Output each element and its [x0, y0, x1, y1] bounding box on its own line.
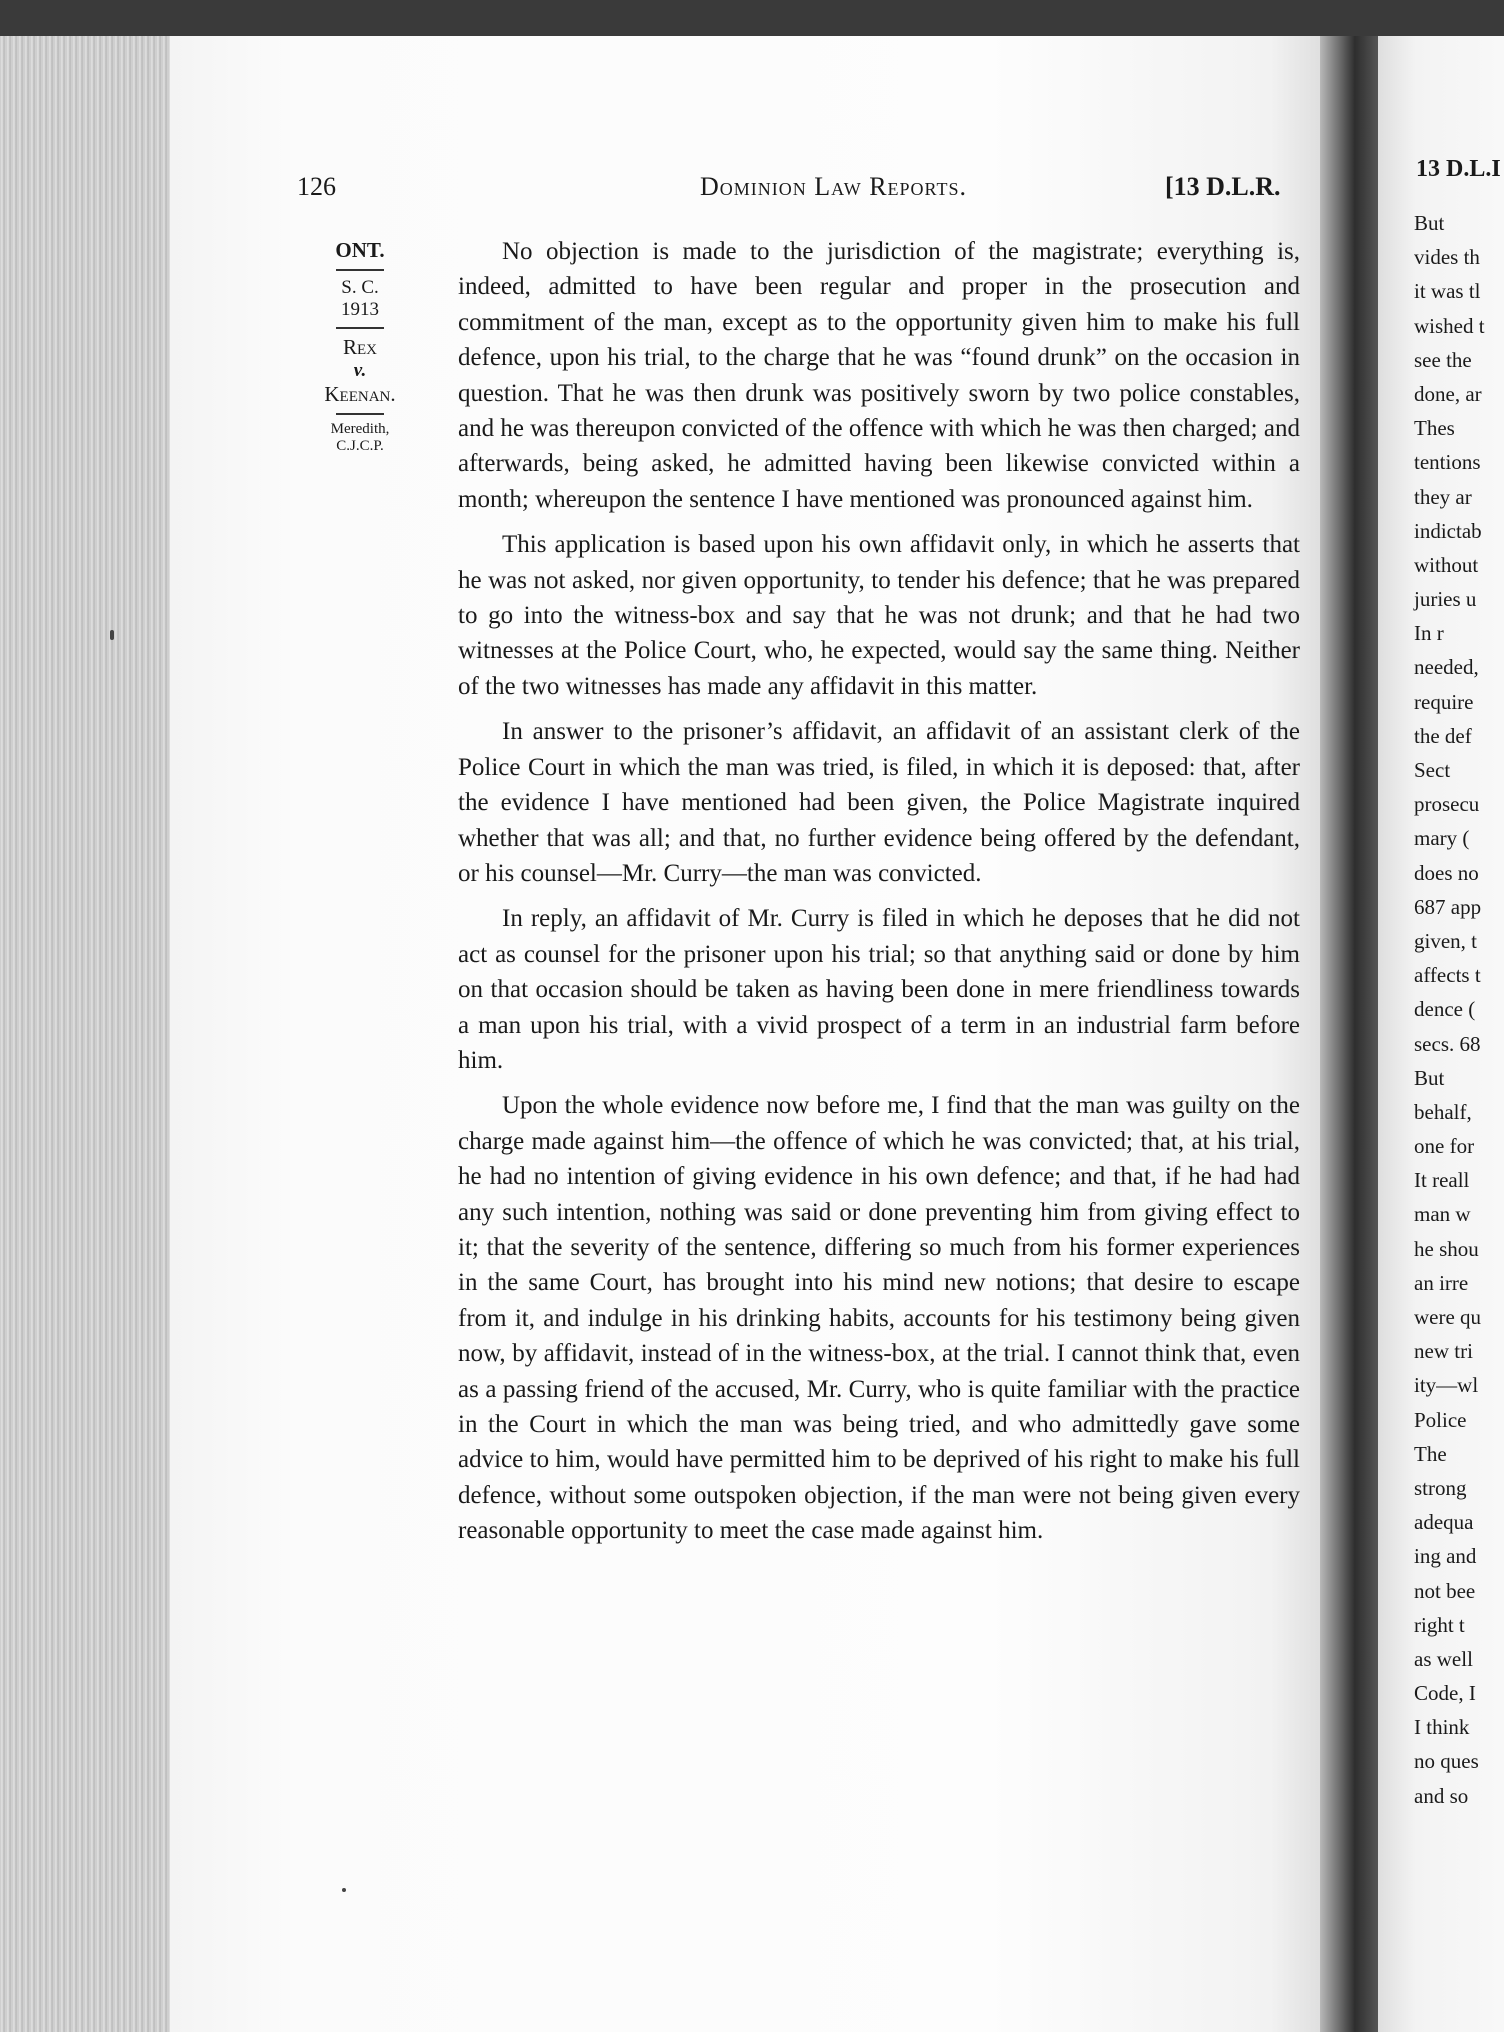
volume-citation: [13 D.L.R.	[1165, 172, 1281, 201]
facing-page-line: needed,	[1414, 655, 1479, 680]
scan-speck	[342, 1888, 346, 1892]
facing-page-line: not bee	[1414, 1578, 1476, 1603]
paragraph: Upon the whole evidence now before me, I find that the man was guilty on the charge made against him—the offence of which he was convicted; that, at his trial, he had no intention of giving evidence in his own defence; and that, if he had had any such intention, nothing was said or done preventing him from giving effect to it; that the severity of the sentence, differing so much from his former experiences in the same Court, has brought into his mind new notions; that desire to escape from it, and indulge in his drinking habits, accounts for his testimony being given now, by affidavit, instead of in the witness-box, at the trial. I cannot think that, even as a passing friend of the accused, Mr. Curry, who is quite familiar with the practice in the Court in which the man was being tried, and who admittedly gave some advice to him, would have permitted him to be deprived of his right to make his full defence, without some outspoken objection, if the man were not being given every reasonable opportunity to meet the case made against him.	[458, 1092, 1300, 1545]
facing-page-line: But	[1414, 1065, 1445, 1090]
facing-page-line: given, t	[1414, 928, 1477, 953]
facing-page-line: one for	[1414, 1134, 1475, 1159]
facing-page-line: indictab	[1414, 518, 1482, 543]
facing-page-line: behalf,	[1414, 1099, 1472, 1124]
facing-page-line: require	[1414, 689, 1474, 714]
facing-page-line: done, ar	[1414, 381, 1482, 406]
facing-page-line: right t	[1414, 1612, 1465, 1637]
facing-page-line: ity—wl	[1414, 1373, 1479, 1398]
facing-page-line: an irre	[1414, 1270, 1469, 1295]
margin-case-v: v.	[353, 360, 367, 381]
running-title: Dominion Law Reports.	[700, 172, 967, 201]
facing-page-line: does no	[1414, 860, 1479, 885]
facing-page-line: man w	[1414, 1202, 1471, 1227]
paragraph: No objection is made to the jurisdiction of the magistrate; everything is, indeed, admitted to have been regular and proper in the prosecution and commitment of the man, except as to the opportunity given him to make his full defence, upon his trial, to the charge that he was “found drunk” on the occasion in question. That he was then drunk was positively sworn by two police constables, and he was thereupon convicted of the offence with which he was then charged; and afterwards, being asked, he admitted having been likewise convicted within a month; whereupon the sentence I have mentioned was pronounced against him.	[458, 238, 1300, 513]
facing-page-line: 687 app	[1414, 894, 1482, 919]
facing-page-line: I think	[1414, 1715, 1470, 1740]
paragraph: In reply, an affidavit of Mr. Curry is filed in which he deposes that he did not act as counsel for the prisoner upon his trial; so that anything said or done by him on that occasion should be taken as having been done in mere friendliness towards a man upon his trial, with a vivid prospect of a term in an industrial farm before him.	[458, 905, 1300, 1074]
facing-page-line: dence (	[1414, 997, 1476, 1022]
scan-top-band	[0, 0, 1504, 36]
margin-divider	[336, 413, 384, 415]
facing-page-line: vides th	[1414, 245, 1480, 270]
facing-page-line: tentions	[1414, 450, 1481, 475]
facing-page-line: secs. 68	[1414, 1031, 1481, 1056]
facing-page-line: strong	[1414, 1475, 1467, 1500]
facing-page-line: he shou	[1414, 1236, 1479, 1261]
facing-page-header: 13 D.L.I	[1416, 156, 1501, 182]
facing-page	[1378, 36, 1504, 2032]
facing-page-line: The	[1414, 1441, 1447, 1466]
facing-page-line: It reall	[1414, 1168, 1470, 1193]
margin-case-plaintiff: Rex	[342, 335, 377, 359]
facing-page-line: as well	[1414, 1646, 1473, 1671]
facing-page-text	[1414, 206, 1485, 1813]
facing-page-line: But	[1414, 211, 1445, 235]
margin-note	[300, 238, 420, 455]
book-gutter	[1320, 36, 1378, 2032]
body-text	[458, 234, 1300, 1559]
facing-page-line: affects t	[1414, 963, 1481, 988]
margin-judge-name: Meredith,	[330, 421, 390, 437]
facing-page-line: they ar	[1414, 484, 1472, 509]
margin-case-defendant: Keenan.	[324, 382, 396, 406]
facing-page-line: Thes	[1414, 416, 1455, 441]
scan-speck	[110, 630, 114, 640]
facing-page-line: prosecu	[1414, 792, 1480, 817]
facing-page-line: see the	[1414, 347, 1472, 372]
margin-court: S. C.	[341, 277, 379, 298]
facing-page-line: the def	[1414, 723, 1472, 748]
facing-page-line: adequa	[1414, 1510, 1474, 1535]
paragraph: In answer to the prisoner’s affidavit, an affidavit of an assistant clerk of the Police Court in which the man was tried, is filed, in which it is deposed: that, after the evidence I have mentioned had been given, the Police Magistrate inquired whether that was all; and that, no further evidence being offered by the defendant, or his counsel—Mr. Curry—the man was convicted.	[458, 718, 1300, 887]
margin-judge-title: C.J.C.P.	[336, 438, 384, 454]
facing-page-line: wished t	[1414, 313, 1485, 338]
facing-page-line: it was tl	[1414, 279, 1481, 304]
facing-page-line: juries u	[1414, 587, 1477, 612]
facing-page-line: without	[1414, 552, 1479, 577]
facing-page-line: were qu	[1414, 1305, 1482, 1329]
facing-page-line: ing and	[1414, 1544, 1477, 1569]
facing-page-line: new tri	[1414, 1339, 1473, 1364]
facing-page-line: Police	[1414, 1407, 1467, 1432]
facing-page-line: no ques	[1414, 1749, 1479, 1774]
facing-page-line: In r	[1414, 621, 1444, 646]
margin-divider	[336, 327, 384, 329]
paragraph: This application is based upon his own affidavit only, in which he asserts that he was not asked, nor given opportunity, to tender his defence; that he was prepared to go into the witness-box and say that he was not drunk; and that he had two witnesses at the Police Court, who, he expected, would say the same thing. Neither of the two witnesses has made any affidavit in this matter.	[458, 531, 1300, 700]
margin-divider	[336, 269, 384, 271]
facing-page-line: mary (	[1414, 826, 1470, 851]
margin-province: ONT.	[335, 238, 385, 262]
facing-page-line: Code, I	[1414, 1681, 1476, 1706]
margin-year: 1913	[341, 299, 379, 320]
facing-page-line: Sect	[1414, 758, 1451, 782]
facing-page-line: and so	[1414, 1783, 1469, 1808]
page-number: 126	[297, 172, 336, 201]
